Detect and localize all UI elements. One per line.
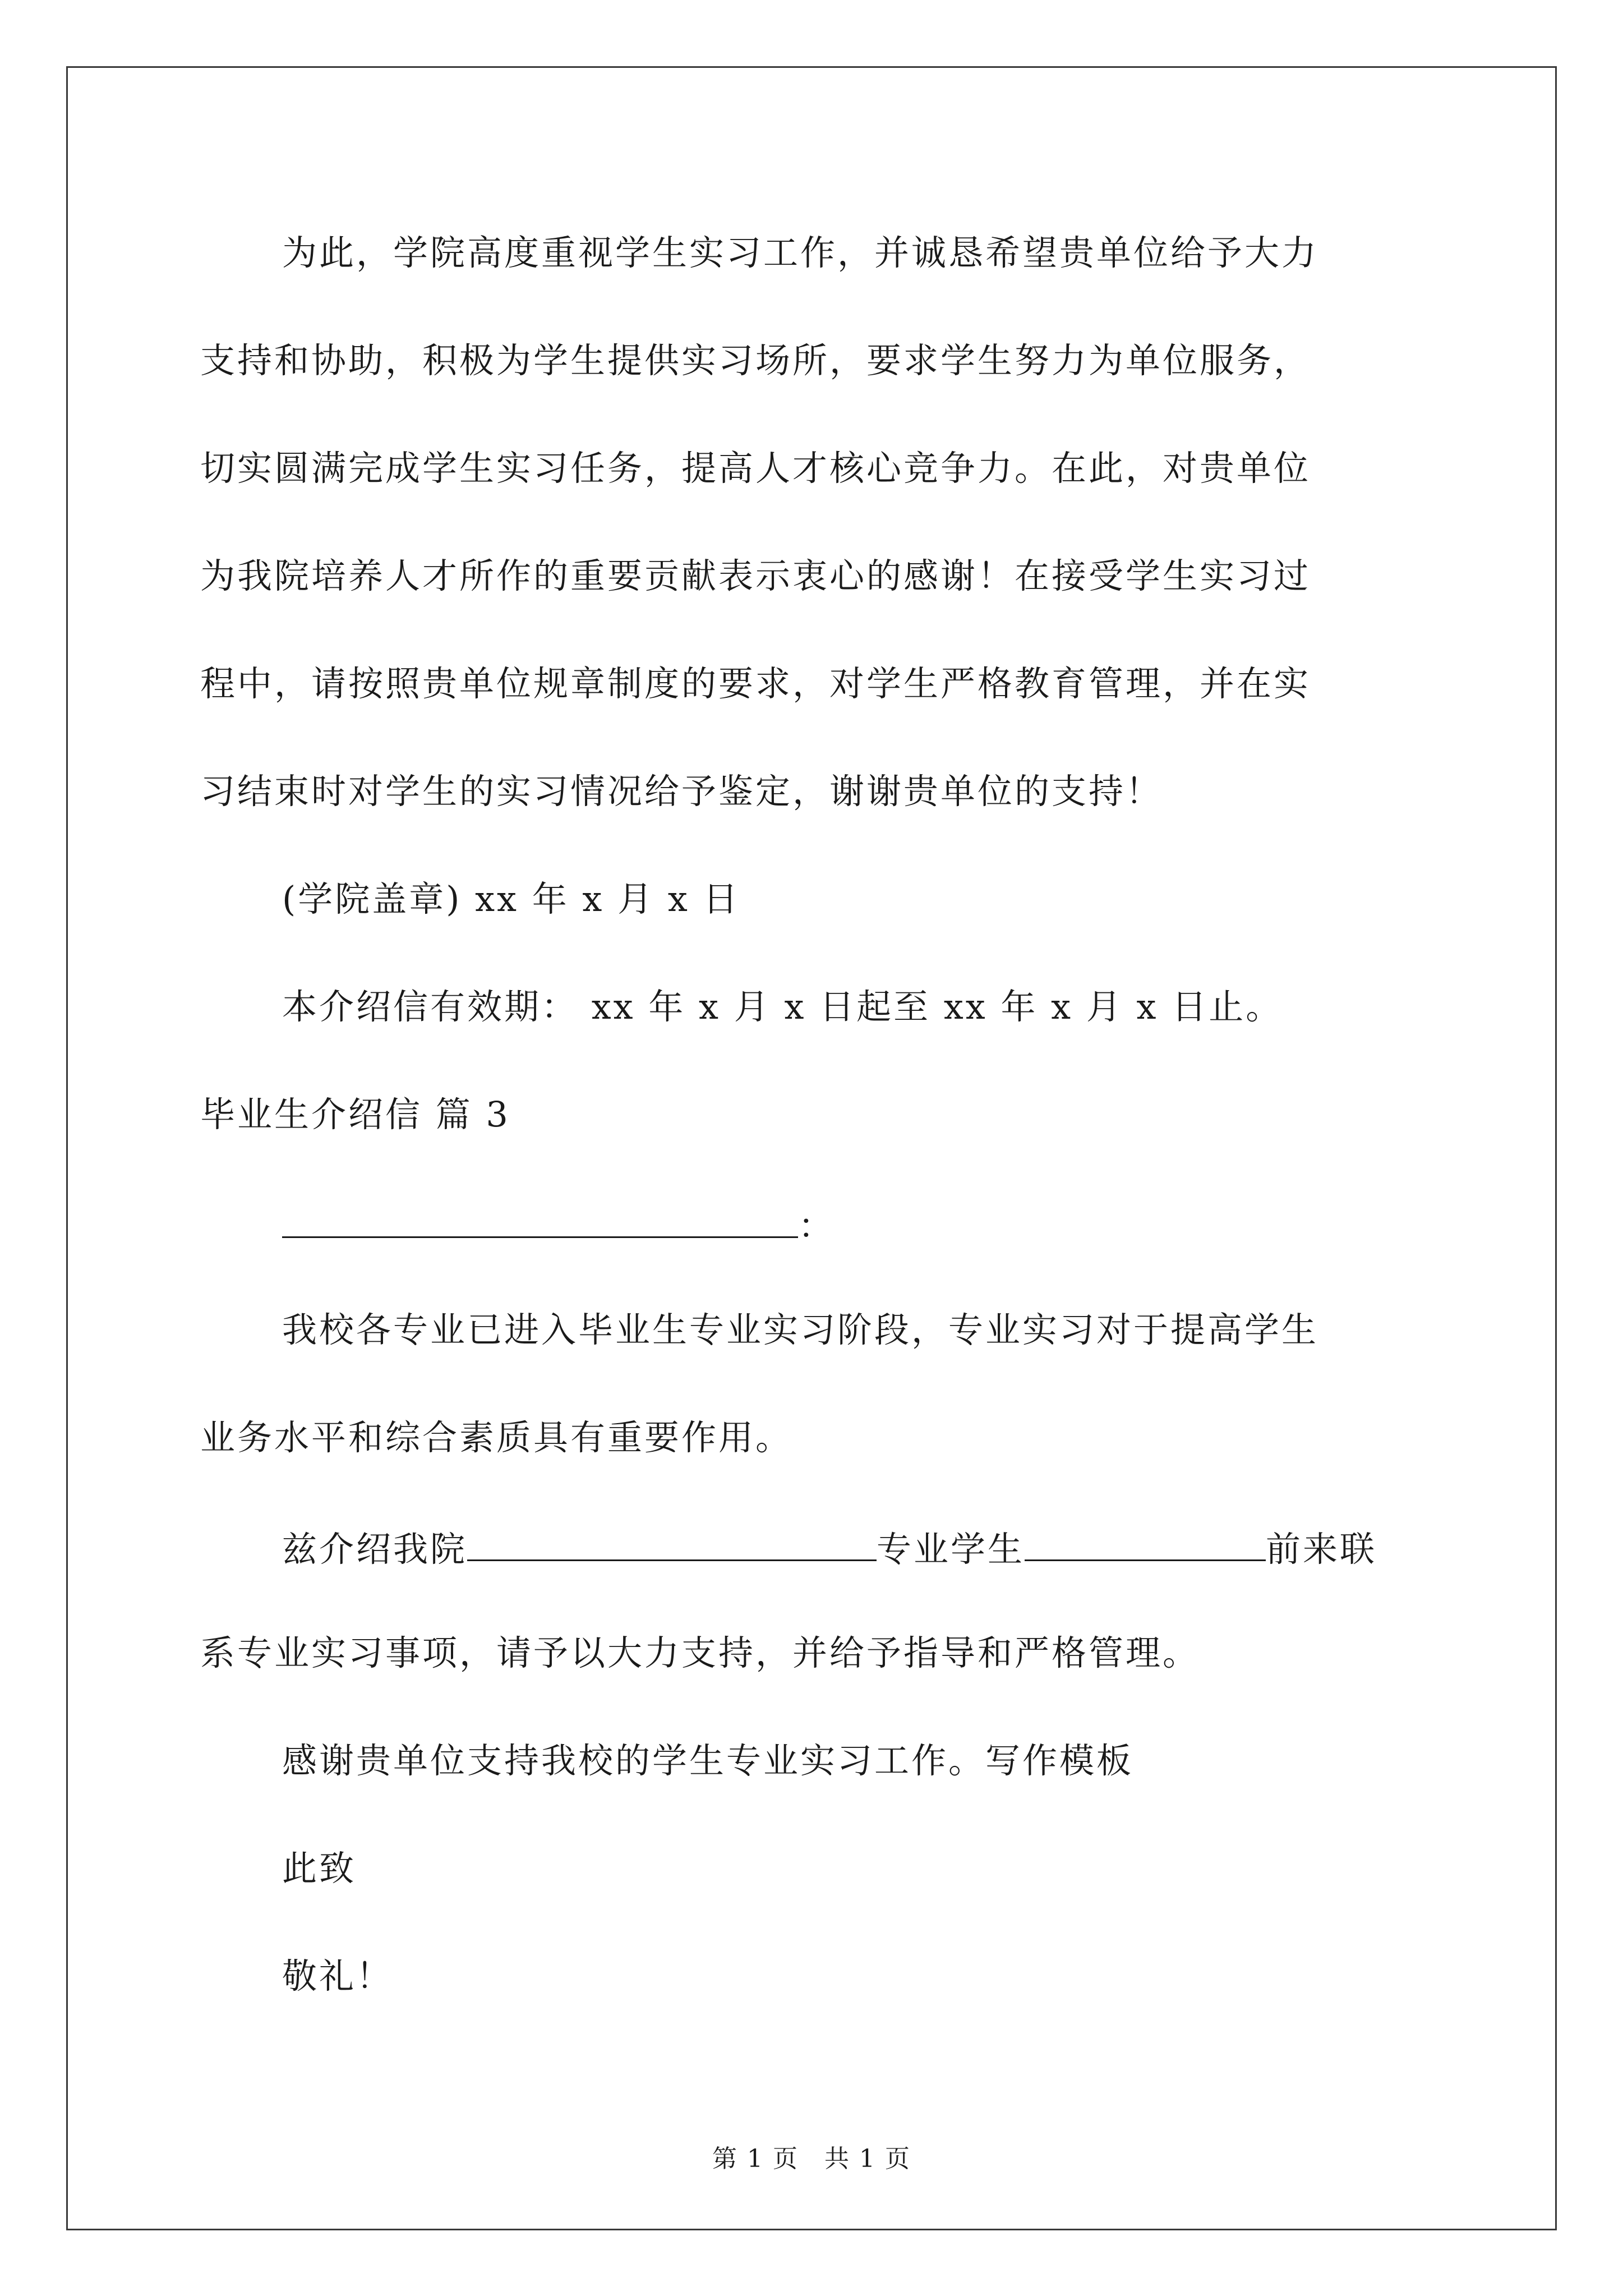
paragraph3-line2: 系专业实习事项，请予以大力支持，并给予指导和严格管理。 <box>200 1632 1200 1673</box>
paragraph3-line1 <box>282 1528 1377 1570</box>
recipient-blank <box>282 1205 798 1238</box>
paragraph1-line1: 为此，学院高度重视学生实习工作，并诚恳希望贵单位给予大力 <box>282 232 1319 273</box>
page-footer: 第 1 页 共 1 页 <box>712 2145 911 2173</box>
paragraph1-line3: 切实圆满完成学生实习任务，提高人才核心竞争力。在此，对贵单位 <box>200 448 1311 489</box>
major-blank <box>467 1528 877 1561</box>
paragraph1-line6: 习结束时对学生的实习情况给予鉴定，谢谢贵单位的支持！ <box>200 771 1163 812</box>
introduce-text: 兹介绍我院 <box>282 1529 468 1570</box>
section-title: 毕业生介绍信 篇 3 <box>200 1094 510 1135</box>
salutation-line <box>282 1205 835 1244</box>
paragraph1-line5: 程中，请按照贵单位规章制度的要求，对学生严格教育管理，并在实 <box>200 663 1311 704</box>
paragraph2-line2: 业务水平和综合素质具有重要作用。 <box>200 1417 793 1458</box>
paragraph2-line1: 我校各专业已进入毕业生专业实习阶段，专业实习对于提高学生 <box>282 1309 1319 1350</box>
paragraph1-line2: 支持和协助，积极为学生提供实习场所，要求学生努力为单位服务， <box>200 340 1311 381</box>
contact-text: 前来联 <box>1266 1529 1377 1570</box>
seal-line: (学院盖章) xx 年 x 月 x 日 <box>282 878 740 919</box>
thanks-line: 感谢贵单位支持我校的学生专业实习工作。写作模板 <box>282 1740 1134 1781</box>
salutation-colon: ： <box>798 1205 836 1246</box>
paragraph1-line4: 为我院培养人才所作的重要贡献表示衷心的感谢！在接受学生实习过 <box>200 555 1311 596</box>
page-frame <box>66 66 1557 2230</box>
closing-salute: 敬礼！ <box>282 1955 394 1996</box>
student-name-blank <box>1025 1528 1266 1561</box>
validity-line: 本介绍信有效期： xx 年 x 月 x 日起至 xx 年 x 月 x 日止。 <box>282 986 1283 1027</box>
student-text: 专业学生 <box>877 1529 1025 1570</box>
closing-regards: 此致 <box>282 1848 357 1889</box>
